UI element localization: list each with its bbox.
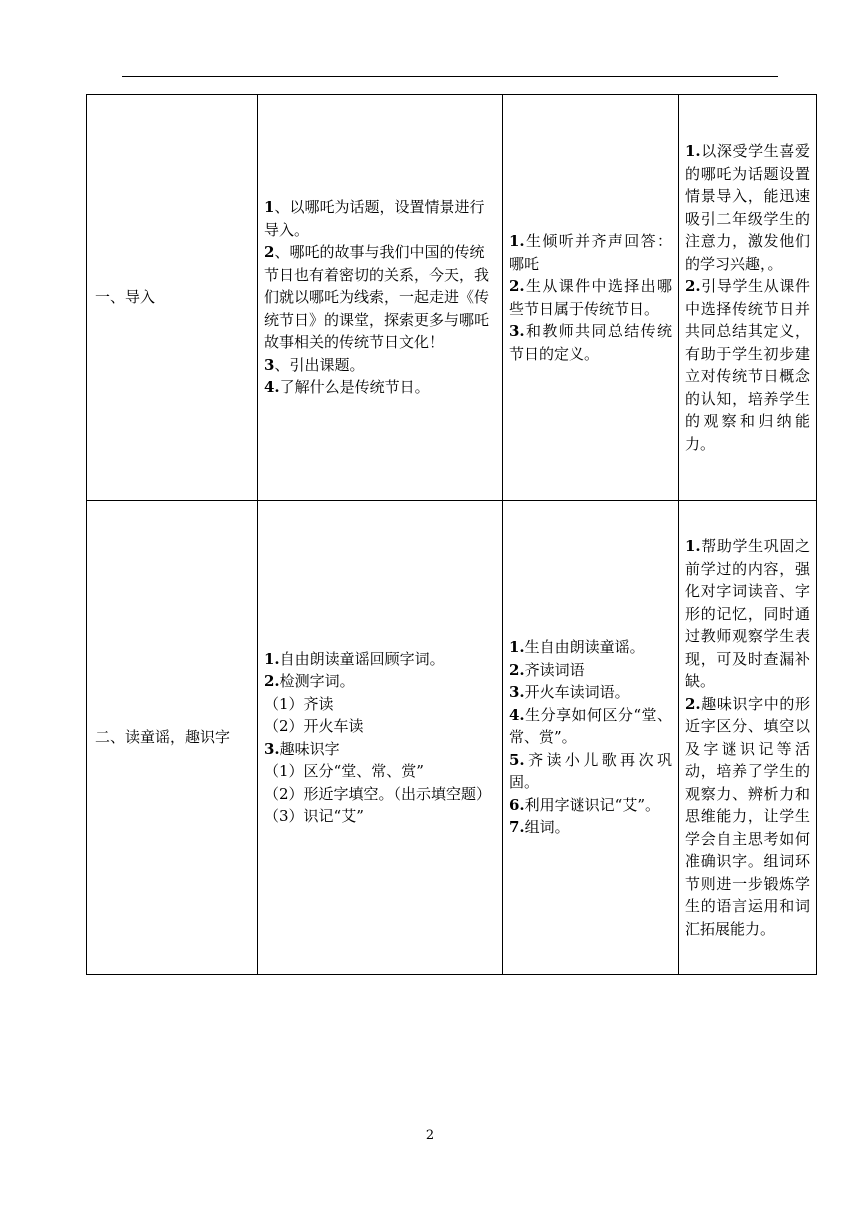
student-activity-cell — [503, 95, 679, 501]
lesson-plan-table — [86, 94, 817, 975]
list-item: 2.生从课件中选择出哪些节日属于传统节日。 — [509, 277, 672, 318]
list-item: 4.生分享如何区分“堂、常、赏”。 — [509, 705, 672, 747]
design-intent-cell — [679, 95, 817, 501]
list-item: 3.和教师共同总结传统节日的定义。 — [509, 322, 672, 363]
list-item: 2、哪吒的故事与我们中国的传统节日也有着密切的关系，今天，我们就以哪吒为线索，一起走进《传统节日》的课堂，探索更多与哪吒故事相关的传统节日文化！ — [264, 243, 490, 352]
list-item: 4.了解什么是传统节日。 — [264, 378, 430, 397]
list-item: （2）开火车读 — [264, 717, 364, 735]
design-intent-cell — [679, 501, 817, 975]
list-item: 1.生倾听并齐声回答：哪吒 — [509, 232, 672, 273]
step-cell — [87, 501, 258, 975]
list-item: 2.齐读词语 — [509, 660, 585, 679]
list-item: 3.开火车读词语。 — [509, 683, 630, 702]
step-title: 一、导入 — [95, 288, 156, 307]
header-rule — [122, 76, 778, 77]
table-row — [87, 501, 817, 975]
list-item: 5.齐读小儿歌再次巩固。 — [509, 750, 672, 792]
list-item: 1.生自由朗读童谣。 — [509, 638, 645, 657]
teacher-activity-cell — [258, 95, 503, 501]
list-item: （1）齐读 — [264, 694, 334, 713]
list-item: 2.检测字词。 — [264, 672, 355, 690]
list-item: 1.以深受学生喜爱的哪吒为话题设置情景导入，能迅速吸引二年级学生的注意力，激发他们的学习兴趣，。 — [685, 142, 810, 273]
list-item: 7.组词。 — [509, 818, 570, 837]
page-number: 2 — [425, 1128, 435, 1143]
list-item: （2）形近字填空。（出示填空题） — [264, 784, 492, 803]
table-row — [87, 95, 817, 501]
list-item: 2.趣味识字中的形近字区分、填空以及字谜识记等活动，培养了学生的观察力、辨析力和思维能力，让学生学会自主思考如何准确识字。组词环节则进一步锻炼学生的语言运用和词汇拓展能力。 — [685, 694, 810, 938]
student-activity-cell — [503, 501, 679, 975]
step-cell — [87, 95, 258, 501]
list-item: 6.利用字谜识记“艾”。 — [509, 795, 661, 814]
list-item: （3）识记“艾” — [264, 807, 364, 825]
list-item: 3.趣味识字 — [264, 739, 340, 758]
list-item: 1.自由朗读童谣回顾字词。 — [264, 649, 445, 668]
list-item: 1.帮助学生巩固之前学过的内容，强化对字词读音、字形的记忆，同时通过教师观察学生表现，可及时查漏补缺。 — [685, 537, 810, 690]
list-item: 1、以哪吒为话题，设置情景进行导入。 — [264, 198, 485, 239]
list-item: 3、引出课题。 — [264, 355, 365, 374]
teacher-activity-cell — [258, 501, 503, 975]
list-item: 2.引导学生从课件中选择传统节日并共同总结其定义，有助于学生初步建立对传统节日概念的认知，培养学生的观察和归纳能力。 — [685, 277, 810, 453]
step-title: 二、读童谣，趣识字 — [95, 728, 231, 747]
list-item: （1）区分“堂、常、赏” — [264, 762, 424, 780]
